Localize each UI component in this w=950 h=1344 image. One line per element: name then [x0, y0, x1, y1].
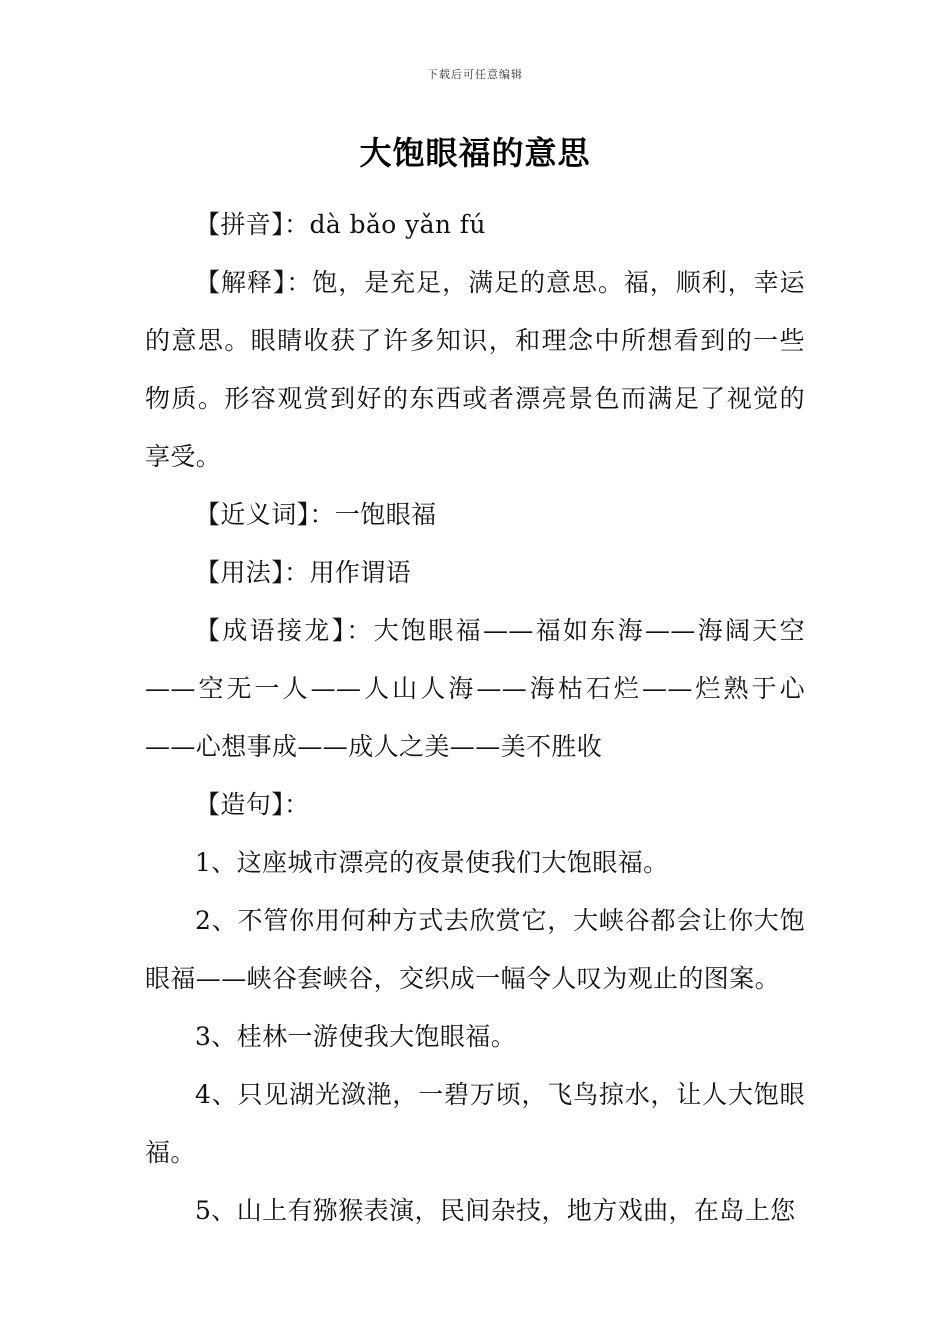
example-sentence-5: 5、山上有猕猴表演，民间杂技，地方戏曲，在岛上您 — [195, 1196, 796, 1225]
document-body — [145, 196, 805, 1240]
pinyin-paragraph: 【拼音】：dà bǎo yǎn fú — [195, 210, 486, 239]
synonym-paragraph: 【近义词】：一饱眼福 — [195, 500, 437, 529]
example-sentence-2: 2、不管你用何种方式去欣赏它，大峡谷都会让你大饱眼福——峡谷套峡谷，交织成一幅令人叹为观止的图案。 — [145, 906, 805, 993]
document-title: 大饱眼福的意思 — [359, 134, 591, 172]
example-sentence-3: 3、桂林一游使我大饱眼福。 — [195, 1022, 517, 1051]
idiom-chain-paragraph: 【成语接龙】：大饱眼福——福如东海——海阔天空——空无一人——人山人海——海枯石烂——烂熟于心——心想事成——成人之美——美不胜收 — [145, 616, 805, 761]
example-sentence-4: 4、只见湖光潋滟，一碧万顷，飞鸟掠水，让人大饱眼福。 — [145, 1080, 805, 1167]
usage-paragraph: 【用法】：用作谓语 — [195, 558, 412, 587]
header-note: 下载后可任意编辑 — [427, 68, 523, 81]
example-heading: 【造句】： — [195, 790, 310, 819]
explanation-paragraph: 【解释】：饱，是充足，满足的意思。福，顺利，幸运的意思。眼睛收获了许多知识，和理念中所想看到的一些物质。形容观赏到好的东西或者漂亮景色而满足了视觉的享受。 — [145, 268, 805, 471]
example-sentence-1: 1、这座城市漂亮的夜景使我们大饱眼福。 — [195, 848, 669, 877]
